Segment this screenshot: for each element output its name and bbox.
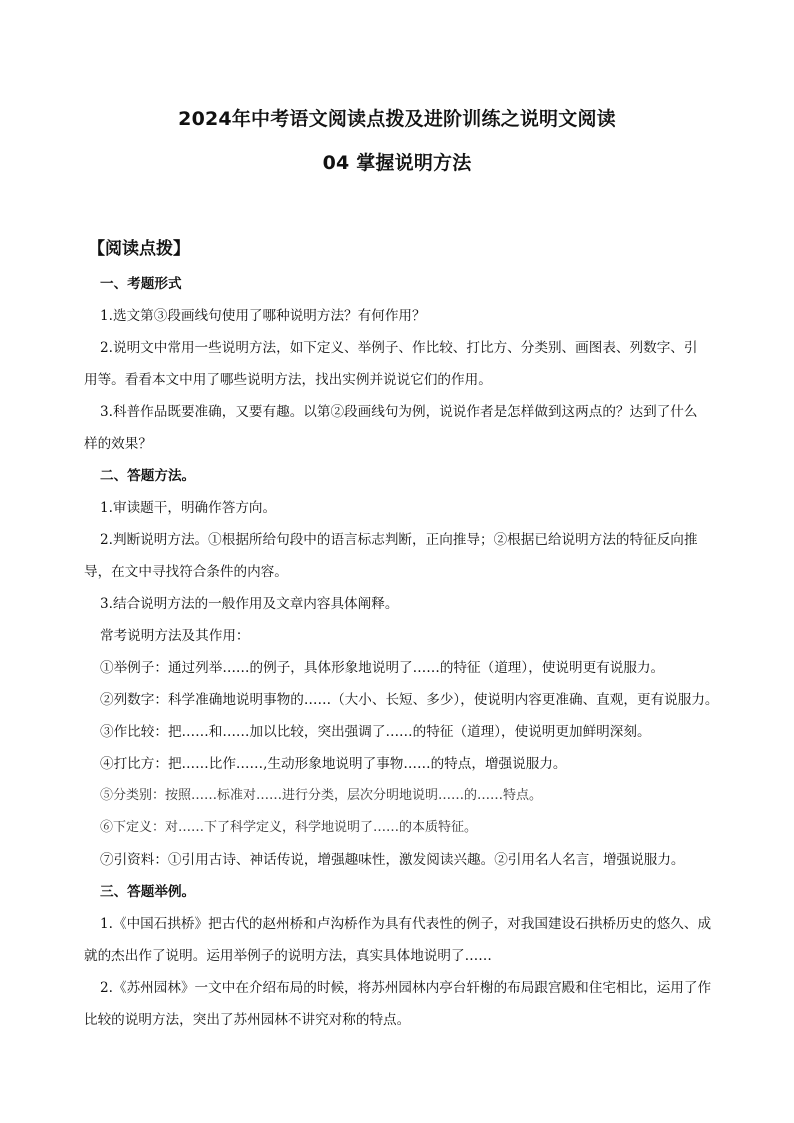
- part1-title: 一、考题形式: [100, 276, 182, 292]
- answer-example-1-line-2: 就的杰出作了说明。运用举例子的说明方法，真实具体地说明了……: [84, 948, 492, 964]
- method-example-2: ②列数字：科学准确地说明事物的……（大小、长短、多少），使说明内容更准确、直观，更有说服力。: [100, 692, 719, 708]
- question-3-line-2: 样的效果？: [84, 436, 152, 452]
- answer-example-1-line-1: 1.《中国石拱桥》把古代的赵州桥和卢沟桥作为具有代表性的例子，对我国建设石拱桥历史的悠久、成: [100, 916, 712, 932]
- part3-title: 三、答题举例。: [100, 884, 196, 900]
- method-example-1: ①举例子：通过列举……的例子，具体形象地说明了……的特征（道理），使说明更有说服力。: [100, 660, 665, 676]
- question-2-line-2: 用等。看看本文中用了哪些说明方法，找出实例并说说它们的作用。: [84, 372, 492, 388]
- part2-title: 二、答题方法。: [100, 468, 196, 484]
- method-example-4: ④打比方：把……比作……,生动形象地说明了事物……的特点，增强说服力。: [100, 756, 567, 772]
- method-2-line-2: 导，在文中寻找符合条件的内容。: [84, 564, 288, 580]
- method-2-line-1: 2.判断说明方法。①根据所给句段中的语言标志判断，正向推导；②根据已给说明方法的特征反向推: [100, 532, 698, 548]
- question-3-line-1: 3.科普作品既要准确，又要有趣。以第②段画线句为例，说说作者是怎样做到这两点的？达到了什么: [100, 404, 698, 420]
- method-3: 3.结合说明方法的一般作用及文章内容具体阐释。: [100, 596, 399, 612]
- method-example-3: ③作比较：把……和……加以比较，突出强调了……的特征（道理），使说明更加鲜明深刻。: [100, 724, 651, 740]
- document-title: 2024年中考语文阅读点拨及进阶训练之说明文阅读: [178, 108, 616, 130]
- method-example-7: ⑦引资料：①引用古诗、神话传说，增强趣味性，激发阅读兴趣。②引用名人名言，增强说服力。: [100, 852, 685, 868]
- method-example-6: ⑥下定义：对……下了科学定义，科学地说明了……的本质特征。: [100, 820, 478, 835]
- answer-example-2-line-2: 比较的说明方法，突出了苏州园林不讲究对称的特点。: [84, 1012, 411, 1028]
- section-heading: 【阅读点拨】: [88, 239, 190, 259]
- method-example-5: ⑤分类别：按照……标准对……进行分类，层次分明地说明……的……特点。: [100, 788, 543, 803]
- question-2-line-1: 2.说明文中常用一些说明方法，如下定义、举例子、作比较、打比方、分类别、画图表、列数字、引: [100, 340, 698, 356]
- document-subtitle: 04 掌握说明方法: [322, 152, 472, 174]
- method-1: 1.审读题干，明确作答方向。: [100, 500, 277, 516]
- common-methods-label: 常考说明方法及其作用：: [100, 628, 250, 644]
- section-body: [84, 268, 724, 1036]
- question-1: 1.选文第③段画线句使用了哪种说明方法？有何作用？: [100, 308, 426, 324]
- answer-example-2-line-1: 2.《苏州园林》一文中在介绍布局的时候，将苏州园林内亭台轩榭的布局跟宫殿和住宅相比，运用了作: [100, 980, 712, 996]
